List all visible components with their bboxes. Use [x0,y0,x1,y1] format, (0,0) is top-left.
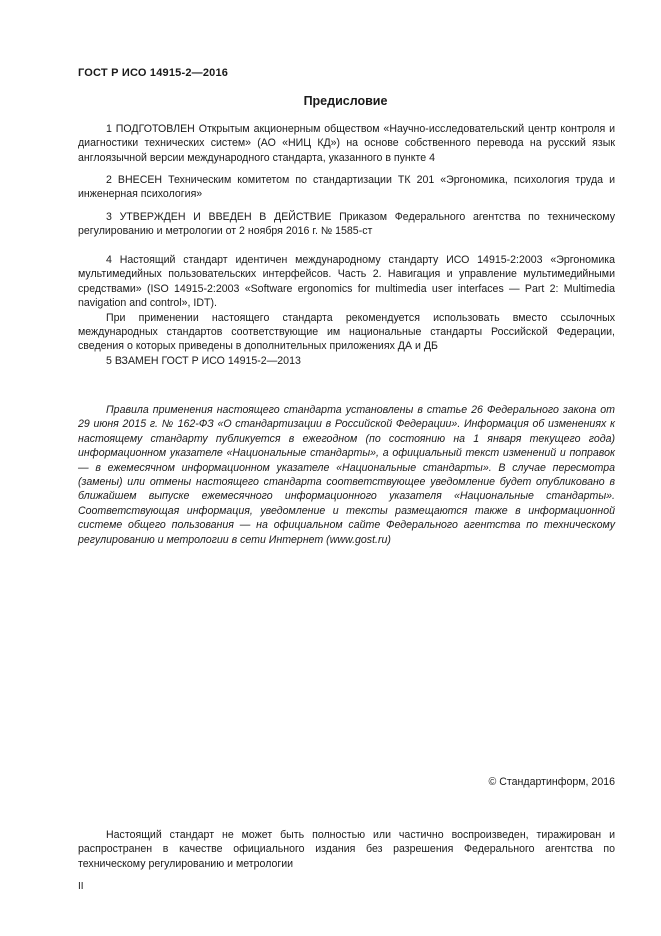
foreword-item-text: 3 УТВЕРЖДЕН И ВВЕДЕН В ДЕЙСТВИЕ Приказом Федерального агентства по техническому регулированию и метрологии от 2 ноября 2016 г. № 1585-ст [78,211,615,238]
copyright-notice: © Стандартинформ, 2016 [488,776,615,788]
legal-notice [78,828,615,871]
rules-note [78,403,615,547]
standard-code-header: ГОСТ Р ИСО 14915-2—2016 [78,67,229,79]
foreword-item-1 [78,122,615,165]
foreword-item-4 [78,253,615,354]
foreword-item-text: 4 Настоящий стандарт идентичен международному стандарту ИСО 14915-2:2003 «Эргономика мультимедийных пользовательских интерфейсов. Часть 2. Навигация и управление мультимедийными средствами» (ISO 14915-2:2003 «Software ergonomics for multimedia user interfaces — Part 2: Multimedia navigation and control», IDT). [78,254,615,310]
foreword-item-extra: При применении настоящего стандарта рекомендуется использовать вместо ссылочных международных стандартов соответствующие им национальные стандарты Российской Федерации, сведения о которых приведены в дополнительных приложениях ДА и ДБ [78,311,615,353]
foreword-item-text: 5 ВЗАМЕН ГОСТ Р ИСО 14915-2—2013 [106,355,301,367]
foreword-item-text: 1 ПОДГОТОВЛЕН Открытым акционерным обществом «Научно-исследовательский центр контроля и диагностики технических систем» (АО «НИЦ КД») на основе собственного перевода на русский язык англоязычной версии международного стандарта, указанного в пункте 4 [78,123,615,164]
page-title: Предисловие [303,94,388,108]
page-number: II [78,881,84,892]
foreword-item-2 [78,173,615,202]
foreword-item-5 [78,354,615,368]
foreword-item-3 [78,210,615,239]
rules-note-text: Правила применения настоящего стандарта установлены в статье 26 Федерального закона от 29 июня 2015 г. № 162-ФЗ «О стандартизации в Российской Федерации». Информация об изменениях к настоящему стандарту публикуется в ежегодном (по состоянию на 1 января текущего года) информационном указателе «Национальные стандарты», а официальный текст изменений и поправок — в ежемесячном информационном указателе «Национальные стандарты». В случае пересмотра (замены) или отмены настоящего стандарта соответствующее уведомление будет опубликовано в ближайшем выпуске ежемесячного информационного указателя «Национальные стандарты». Соответствующая информация, уведомление и тексты размещаются также в информационной системе общего пользования — на официальном сайте Федерального агентства по техническому регулированию и метрологии в сети Интернет (www.gost.ru) [78,404,615,546]
foreword-item-text: 2 ВНЕСЕН Техническим комитетом по стандартизации ТК 201 «Эргономика, психология труда и инженерная психология» [78,174,615,201]
legal-notice-text: Настоящий стандарт не может быть полностью или частично воспроизведен, тиражирован и распространен в качестве официального издания без разрешения Федерального агентства по техническому регулированию и метрологии [78,829,615,870]
